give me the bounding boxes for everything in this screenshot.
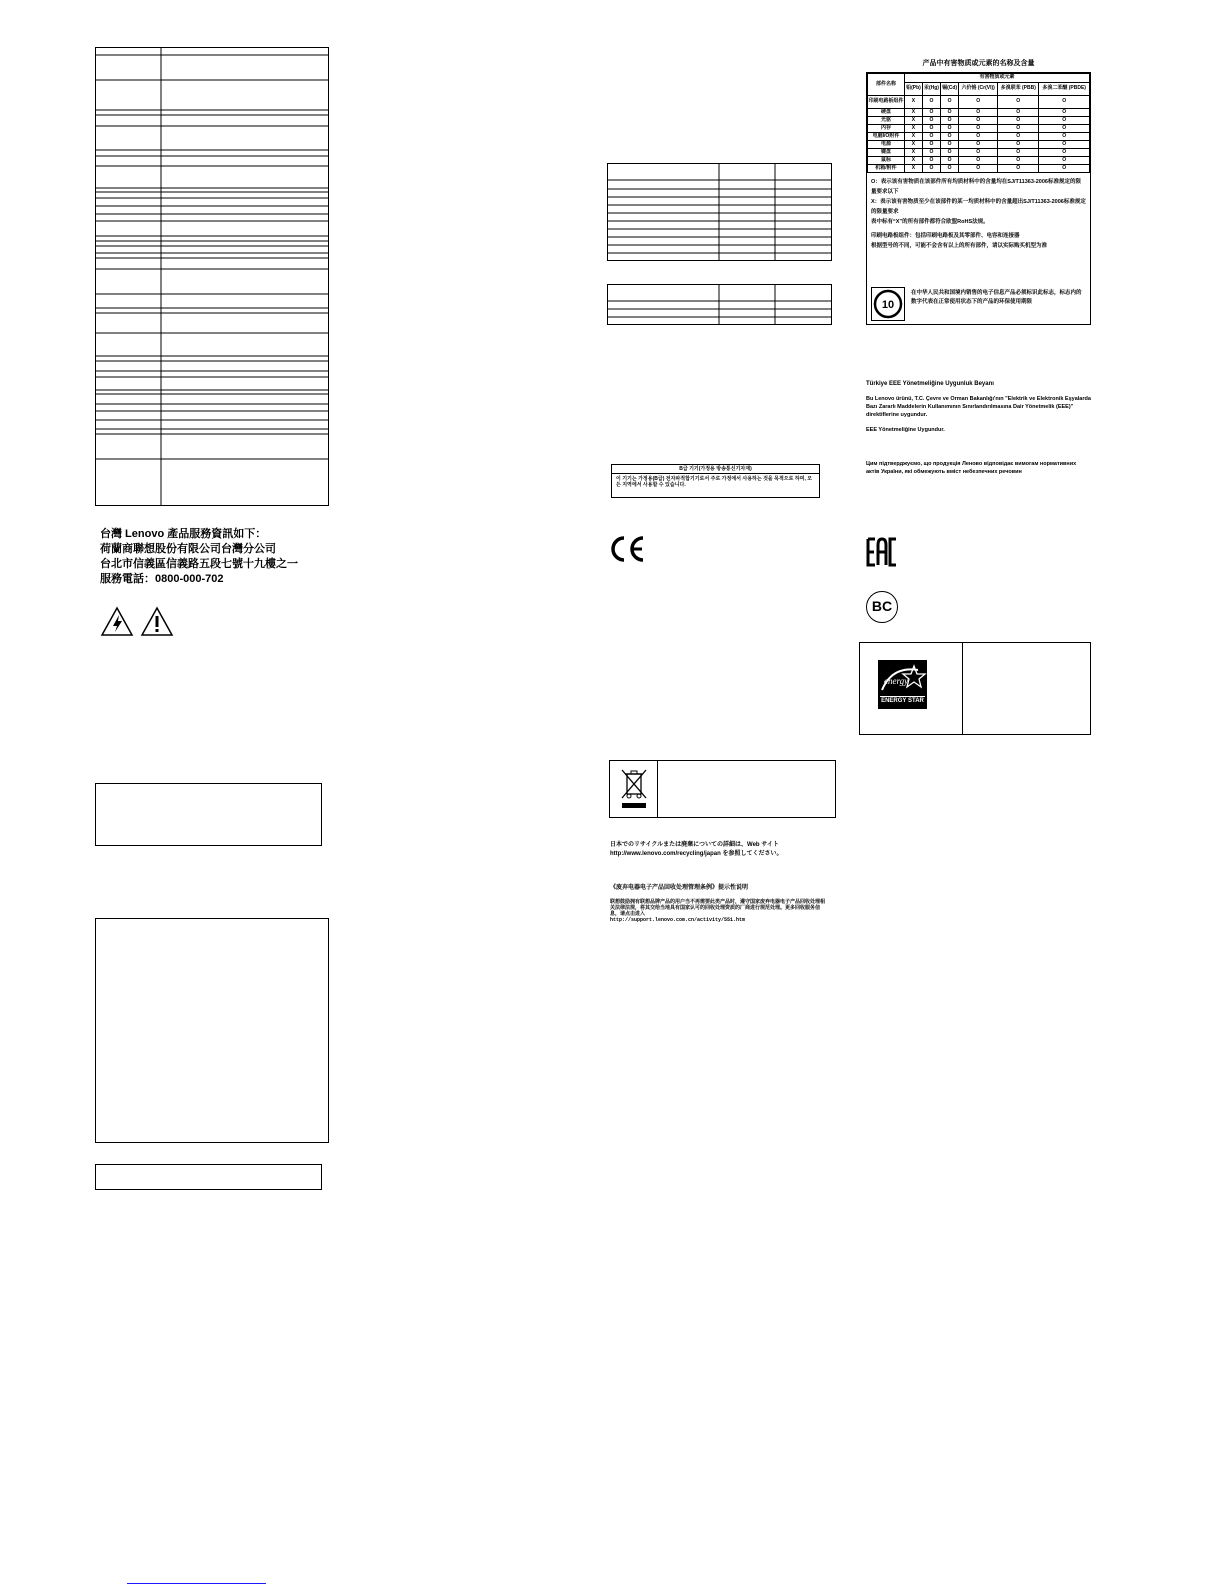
spec-table-grid [96, 48, 328, 505]
rohs-notes [867, 173, 1090, 251]
energy-star-box [859, 642, 1091, 735]
turkey-eee-declaration [866, 380, 1091, 435]
rohs-cell: O [1039, 165, 1090, 173]
rohs-cell: O [941, 165, 959, 173]
rohs-cell: O [998, 149, 1039, 157]
taiwan-line-4: 服務電話：0800-000-702 [100, 573, 224, 585]
rohs-cell: X [905, 96, 923, 109]
empty-box-3 [95, 1164, 322, 1190]
ce-mark-icon [609, 535, 647, 563]
caution-warning-icon [140, 606, 174, 637]
rohs-col-hg: 汞(Hg) [922, 83, 940, 96]
rohs-cell: O [998, 141, 1039, 149]
footer-link-underline[interactable] [127, 1583, 266, 1584]
rohs-cell: X [905, 165, 923, 173]
rohs-cell: O [941, 133, 959, 141]
japan-line-2: http://www.lenovo.com/recycling/japan を参照してください。 [610, 851, 783, 857]
rohs-row-part: 电脑I/O附件 [868, 133, 905, 141]
rohs-row-part: 内存 [868, 125, 905, 133]
rohs-cell: O [1039, 157, 1090, 165]
taiwan-line-2: 荷蘭商聯想股份有限公司台灣分公司 [100, 543, 276, 555]
china-weee-title: 《废弃电器电子产品回收处理管理条例》提示性说明 [610, 885, 749, 891]
rohs-cell: O [941, 157, 959, 165]
rohs-cell: O [922, 125, 940, 133]
rohs-cell: O [1039, 133, 1090, 141]
ukraine-declaration: Цим підтверджуємо, що продукція Леново відповідає вимогам нормативних актів України, які обмежують вміст небезпечних речовин [866, 461, 1077, 475]
korea-class-b-notice [611, 464, 820, 498]
rohs-cell: X [905, 133, 923, 141]
rohs-cell: O [959, 117, 998, 125]
svg-text:energy: energy [884, 676, 909, 686]
rohs-row-part: 光驱 [868, 117, 905, 125]
rohs-row-part: 机箱/附件 [868, 165, 905, 173]
rohs-cell: O [922, 157, 940, 165]
rohs-cell: O [959, 149, 998, 157]
rohs-cell: O [998, 96, 1039, 109]
energy-star-label: ENERGY STAR [881, 698, 924, 704]
japan-recycling-notice [610, 841, 850, 859]
korea-body: 이 기기는 가정용(B급) 전자파적합기기로서 주로 가정에서 사용하는 것을 목적으로 하며, 모든 지역에서 사용할 수 있습니다. [616, 476, 813, 488]
rohs-cell: O [959, 141, 998, 149]
rohs-row [868, 125, 1090, 133]
rohs-col-pbde: 多溴二苯醚 (PBDE) [1039, 83, 1090, 96]
rohs-cell: O [959, 96, 998, 109]
rohs-cell: O [959, 157, 998, 165]
middle-table-2-grid [608, 285, 831, 324]
rohs-row [868, 165, 1090, 173]
efup-10-icon [871, 287, 905, 321]
rohs-cell: X [905, 109, 923, 117]
rohs-col-group: 有害物质或元素 [905, 74, 1090, 83]
rohs-row [868, 109, 1090, 117]
rohs-cell: O [1039, 149, 1090, 157]
rohs-cell: O [922, 96, 940, 109]
korea-title: B급 기기(가정용 방송통신기자재) [612, 465, 819, 474]
middle-table-1-grid [608, 164, 831, 260]
rohs-cell: X [905, 141, 923, 149]
rohs-row [868, 96, 1090, 109]
china-weee-body: 联想鼓励拥有联想品牌产品的用户当不再需要此类产品时，遵守国家废弃电器电子产品回收处理相关法律法规，将其交给当地具有国家认可的回收处理资质的厂商进行规范处理。更多回收服务信息，请点击进入 [610, 899, 826, 917]
rohs-col-pb: 铅(Pb) [905, 83, 923, 96]
middle-table-2 [607, 284, 832, 325]
rohs-cell: O [998, 165, 1039, 173]
rohs-cell: O [998, 117, 1039, 125]
rohs-col-cd: 镉(Cd) [941, 83, 959, 96]
weee-notice-box [609, 760, 836, 818]
rohs-table [867, 73, 1090, 173]
energy-star-divider [962, 643, 963, 734]
rohs-note-5: 根据型号的不同，可能不会含有以上的所有部件，请以实际购买机型为准 [871, 243, 1048, 249]
rohs-cell: O [998, 109, 1039, 117]
turkey-title: Türkiye EEE Yönetmeliğine Uygunluk Beyanı [866, 381, 994, 387]
rohs-cell: O [1039, 96, 1090, 109]
rohs-cell: O [1039, 109, 1090, 117]
rohs-cell: O [922, 133, 940, 141]
rohs-cell: O [998, 133, 1039, 141]
rohs-cell: O [922, 149, 940, 157]
china-weee-url: http://support.lenovo.com.cn/activity/551.htm [610, 917, 746, 923]
efup-number: 10 [881, 299, 895, 311]
rohs-cell: O [941, 117, 959, 125]
rohs-panel [866, 72, 1091, 325]
rohs-cell: O [1039, 125, 1090, 133]
china-weee-notice [610, 884, 825, 923]
rohs-cell: O [941, 96, 959, 109]
rohs-cell: O [941, 109, 959, 117]
rohs-cell: O [941, 125, 959, 133]
rohs-cell: O [922, 141, 940, 149]
rohs-cell: O [998, 157, 1039, 165]
rohs-cell: O [922, 109, 940, 117]
weee-divider [657, 761, 658, 817]
energy-star-icon [878, 660, 927, 696]
japan-line-1: 日本でのリサイクルまたは廃棄についての詳細は、Web サイト [610, 842, 779, 848]
electric-shock-warning-icon [100, 606, 134, 637]
rohs-row-part: 键盘 [868, 149, 905, 157]
rohs-row [868, 117, 1090, 125]
rohs-row [868, 141, 1090, 149]
rohs-note-1: O：表示该有害物质在该部件所有均质材料中的含量均在SJ/T11363-2006标准规定的限量要求以下 [871, 179, 1081, 195]
taiwan-service-info [100, 527, 298, 587]
rohs-note-3: 表中标有“X”的所有部件都符合欧盟RoHS法规。 [871, 219, 989, 225]
rohs-cell: O [1039, 117, 1090, 125]
rohs-cell: O [941, 141, 959, 149]
crossed-bin-icon [619, 766, 649, 810]
eac-mark-icon [866, 537, 898, 572]
rohs-cell: X [905, 117, 923, 125]
rohs-row-part: 印刷电路板组件 [868, 96, 905, 109]
rohs-cell: O [959, 133, 998, 141]
energy-star-logo [878, 660, 927, 709]
rohs-row-part: 电源 [868, 141, 905, 149]
rohs-row-part: 硬盘 [868, 109, 905, 117]
rohs-cell: O [959, 109, 998, 117]
turkey-line-2: EEE Yönetmeliğine Uygundur. [866, 427, 945, 433]
rohs-cell: O [941, 149, 959, 157]
middle-table-1 [607, 163, 832, 261]
taiwan-line-1: 台灣 Lenovo 產品服務資訊如下： [100, 528, 267, 540]
rohs-cell: O [959, 165, 998, 173]
rohs-col-part: 部件名称 [868, 74, 905, 96]
rohs-row [868, 149, 1090, 157]
rohs-cell: O [959, 125, 998, 133]
rohs-col-pbb: 多溴联苯 (PBB) [998, 83, 1039, 96]
rohs-cell: O [998, 125, 1039, 133]
rohs-row-part: 鼠标 [868, 157, 905, 165]
taiwan-line-3: 台北市信義區信義路五段七號十九樓之一 [100, 558, 298, 570]
rohs-cell: X [905, 157, 923, 165]
bc-label: BC [871, 598, 893, 614]
rohs-col-cr6: 六价铬 (Cr(VI)) [959, 83, 998, 96]
spec-table [95, 47, 329, 506]
rohs-row [868, 133, 1090, 141]
rohs-cell: O [1039, 141, 1090, 149]
rohs-note-4: 印刷电路板组件：包括印刷电路板及其零部件、电容和连接器 [871, 233, 1020, 239]
rohs-row [868, 157, 1090, 165]
turkey-body: Bu Lenovo ürünü, T.C. Çevre ve Orman Bakanlığı'nın "Elektrik ve Elektronik Eşyalarda Bazı Zararlı Maddelerin Kullanımının Sınırlandırılmasına Dair Yönetmelik (EEE)" direktiflerine uygundur. [866, 396, 1091, 418]
efup-text: 在中华人民共和国境内销售的电子信息产品必须标识此标志，标志内的数字代表在正常使用状态下的产品的环保使用期限 [911, 290, 1082, 305]
efup-section [871, 287, 1086, 321]
bc-mark-icon [866, 591, 898, 623]
empty-box-2 [95, 918, 329, 1143]
rohs-cell: X [905, 125, 923, 133]
rohs-cell: O [922, 165, 940, 173]
empty-box-1 [95, 783, 322, 846]
rohs-note-2: X：表示该有害物质至少在该部件的某一均质材料中的含量超出SJ/T11363-2006标准规定的限量要求 [871, 199, 1086, 215]
rohs-title: 产品中有害物质或元素的名称及含量 [922, 60, 1035, 67]
rohs-cell: O [922, 117, 940, 125]
rohs-cell: X [905, 149, 923, 157]
